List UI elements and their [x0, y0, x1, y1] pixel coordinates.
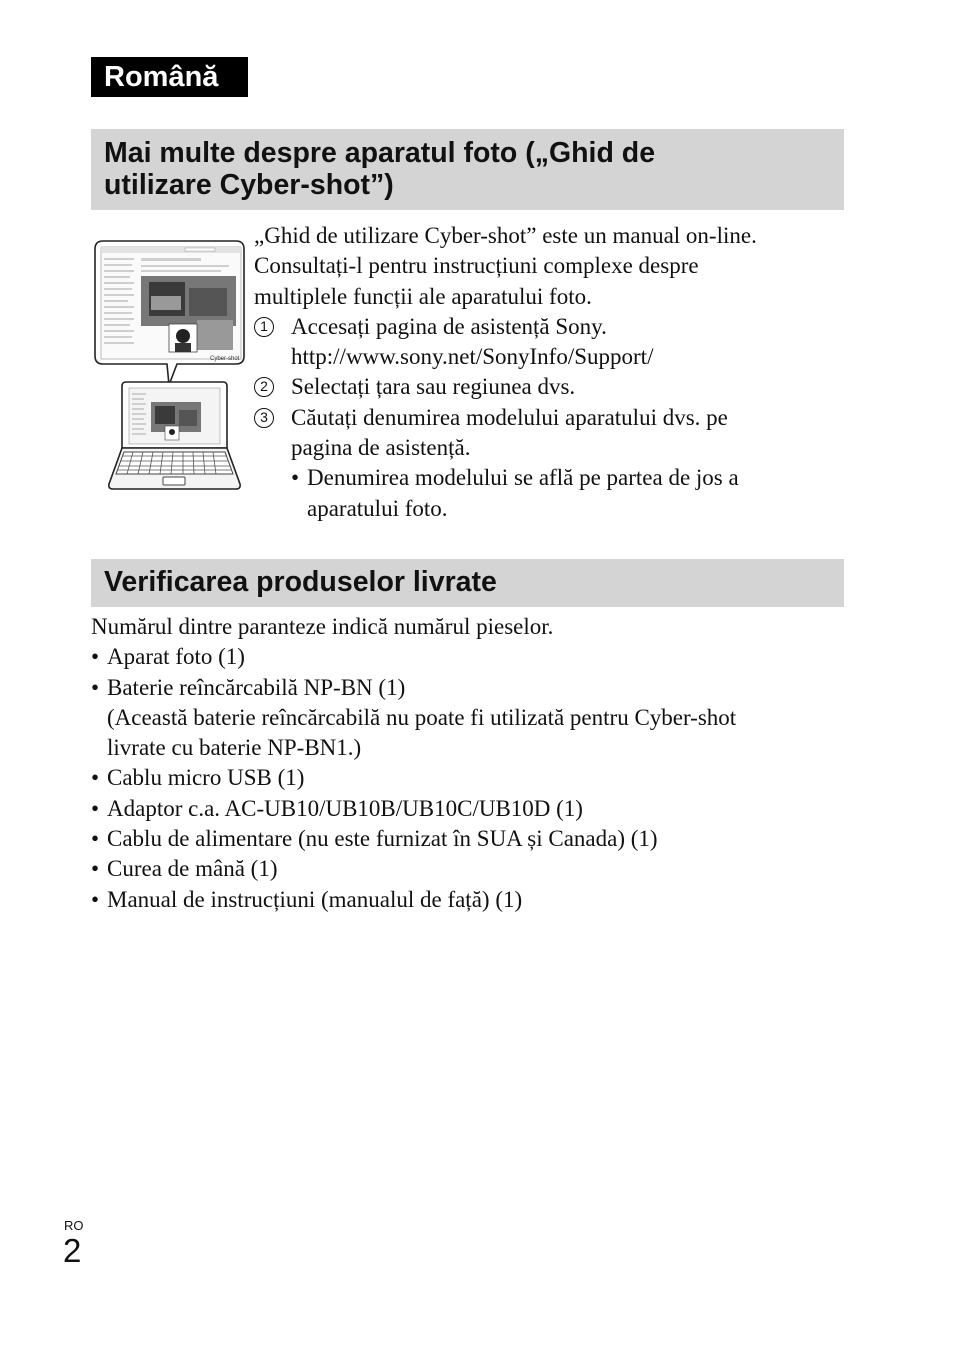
- intro-line: Consultați-l pentru instrucțiuni complexe despre: [254, 253, 699, 279]
- intro-line: „Ghid de utilizare Cyber-shot” este un manual on-line.: [254, 223, 757, 248]
- item-text: Adaptor c.a. AC-UB10/UB10B/UB10C/UB10D (1): [107, 795, 583, 821]
- language-tag: Română: [91, 57, 248, 97]
- bullet: •: [91, 795, 100, 821]
- item-text: Baterie reîncărcabilă NP-BN (1): [107, 674, 406, 700]
- item-text: (Această baterie reîncărcabilă nu poate fi utilizată pentru Cyber-shot: [107, 704, 737, 730]
- section-heading-line: Mai multe despre aparatul foto („Ghid de: [104, 137, 656, 169]
- step-text: Selectați țara sau regiunea dvs.: [291, 374, 576, 400]
- section-heading-supplied-items: Verificarea produselor livrate: [91, 559, 844, 607]
- list-item: [91, 763, 851, 793]
- support-url[interactable]: http://www.sony.net/SonyInfo/Support/: [291, 344, 654, 370]
- item-text: Cablu de alimentare (nu este furnizat în SUA și Canada) (1): [107, 826, 658, 852]
- step-text: Accesați pagina de asistență Sony.: [291, 313, 607, 339]
- item-text: livrate cu baterie NP-BN1.): [107, 735, 362, 761]
- item-text: Cablu micro USB (1): [107, 765, 305, 791]
- section-heading-more-about-camera: [91, 129, 844, 210]
- step-1: [254, 312, 844, 373]
- supplied-items-list: [91, 612, 851, 915]
- bullet: •: [91, 886, 100, 912]
- bullet: •: [91, 826, 100, 852]
- note-text: aparatului foto.: [307, 495, 448, 521]
- list-item: [91, 794, 851, 824]
- help-guide-description: [254, 221, 844, 524]
- list-item: [91, 885, 851, 915]
- section-heading-line: utilizare Cyber-shot”): [104, 169, 394, 201]
- step-text: Căutați denumirea modelului aparatului dvs. pe: [291, 404, 728, 430]
- bullet: •: [91, 644, 100, 670]
- note-text: Denumirea modelului se află pe partea de jos a: [307, 465, 739, 491]
- bullet: •: [91, 674, 100, 700]
- bullet: •: [91, 765, 100, 791]
- list-item: [91, 673, 851, 764]
- bullet: •: [91, 856, 100, 882]
- list-item: [91, 642, 851, 672]
- model-name-note: [254, 463, 844, 524]
- page-number: 2: [63, 1232, 82, 1269]
- list-item: [91, 854, 851, 884]
- laptop-help-guide-illustration: [93, 238, 249, 494]
- page-language-code: RO: [64, 1218, 84, 1233]
- step-2: [254, 372, 844, 402]
- step-number-badge: 1: [254, 317, 274, 337]
- cyber-shot-logo: Cyber-shot: [210, 356, 240, 362]
- step-text: pagina de asistență.: [291, 435, 471, 461]
- list-intro: Numărul dintre paranteze indică numărul pieselor.: [91, 614, 554, 639]
- item-text: Curea de mână (1): [107, 856, 278, 882]
- item-text: Manual de instrucțiuni (manualul de față) (1): [107, 886, 523, 912]
- list-item: [91, 824, 851, 854]
- bullet: •: [291, 465, 300, 491]
- intro-line: multiplele funcții ale aparatului foto.: [254, 283, 592, 309]
- item-text: Aparat foto (1): [107, 644, 245, 670]
- step-number-badge: 2: [254, 377, 274, 397]
- step-3: [254, 403, 844, 464]
- step-number-badge: 3: [254, 408, 274, 428]
